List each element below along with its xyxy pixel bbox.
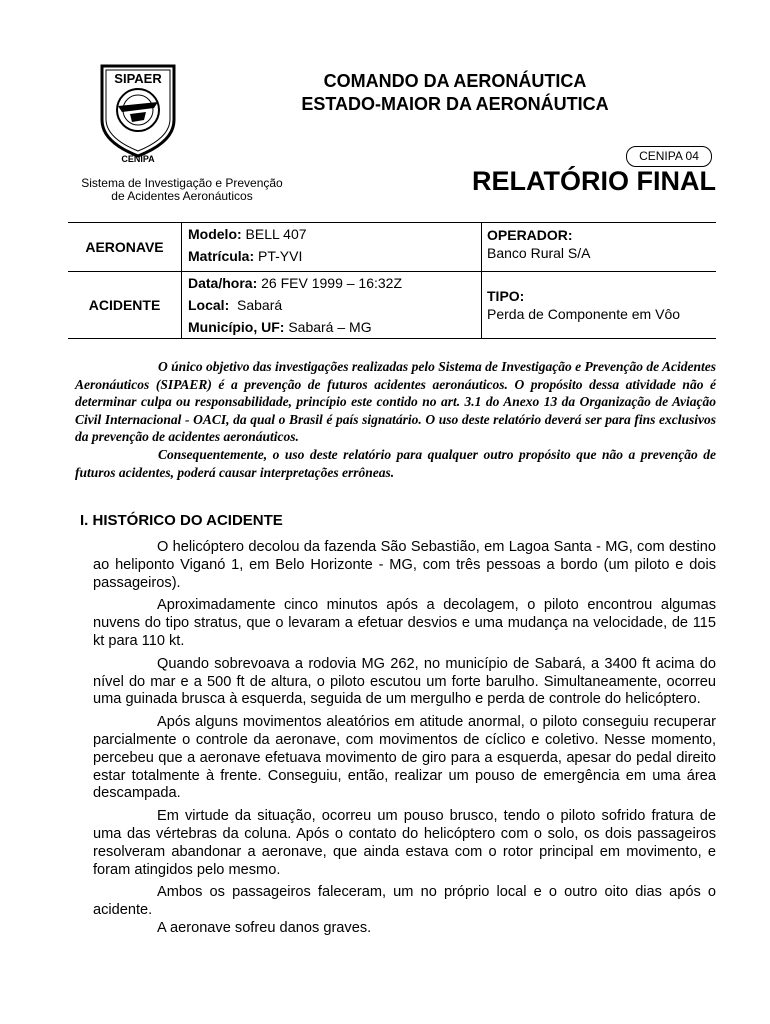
operador-value: Banco Rural S/A — [487, 245, 591, 261]
local-label: Local: — [188, 297, 230, 313]
disclaimer-paragraph-1: O único objetivo das investigações realizadas pelo Sistema de Investigação e Prevenção de Acidentes Aeronáuticos (SIPAER) é a prevenção de futuros acidentes aeronáuticos. O propósito dessa atividade não é determinar culpa ou responsabilidade, princípio este contido no art. 3.1 do Anexo 13 da Organização de Aviação Civil Internacional - OACI, da qual o Brasil é país signatário. O uso deste relatório deverá ser para fins exclusivos da prevenção de acidentes aeronáuticos. — [75, 359, 716, 445]
sipaer-emblem-logo — [96, 62, 180, 164]
datahora-value: 26 FEV 1999 – 16:32Z — [261, 275, 402, 291]
org-line2: de Acidentes Aeronáuticos — [111, 189, 253, 203]
datahora-label: Data/hora: — [188, 275, 258, 291]
disclaimer — [75, 358, 716, 481]
accident-details — [182, 272, 482, 339]
report-title: RELATÓRIO FINAL — [472, 166, 716, 196]
municipio-label: Município, UF: — [188, 319, 285, 335]
organization-name — [62, 177, 302, 203]
history-paragraph: Quando sobrevoava a rodovia MG 262, no município de Sabará, a 3400 ft acima do nível do mar e a 500 ft de altura, o piloto escutou um forte barulho. Simultaneamente, ocorreu uma guinada brusca à esquerda, seguida de um mergulho e perda de controle do helicóptero. — [93, 655, 716, 708]
aeronave-label: AERONAVE — [68, 223, 182, 272]
tipo-value: Perda de Componente em Vôo — [487, 306, 681, 322]
modelo-label: Modelo: — [188, 226, 242, 242]
accident-info-table — [68, 222, 716, 339]
header-title-line1: COMANDO DA AERONÁUTICA — [323, 71, 587, 91]
history-paragraph: Aproximadamente cinco minutos após a decolagem, o piloto encontrou algumas nuvens do tipo stratus, que o levaram a efetuar desvios e uma mudança na velocidade, de 115 kt para 110 kt. — [93, 597, 716, 649]
acidente-label: ACIDENTE — [68, 272, 182, 339]
municipio-value: Sabará – MG — [288, 319, 372, 335]
matricula-label: Matrícula: — [188, 248, 255, 264]
operador-label: OPERADOR: — [487, 227, 573, 243]
aircraft-details — [182, 223, 482, 272]
disclaimer-paragraph-2: Consequentemente, o uso deste relatório para qualquer outro propósito que não a prevenção de futuros acidentes, poderá causar interpretações errôneas. — [75, 446, 716, 480]
section-body — [93, 539, 716, 943]
history-paragraph: Ambos os passageiros faleceram, um no próprio local e o outro oito dias após o acidente. — [93, 884, 716, 919]
tipo-label: TIPO: — [487, 288, 525, 304]
type-details — [482, 272, 717, 339]
history-paragraph: O helicóptero decolou da fazenda São Sebastião, em Lagoa Santa - MG, com destino ao heliponto Viganó 1, em Belo Horizonte - MG, com três pessoas a bordo (um piloto e dois passageiros). — [93, 539, 716, 591]
local-value: Sabará — [237, 297, 283, 313]
operator-details — [482, 223, 717, 272]
cenipa-badge: CENIPA 04 — [626, 146, 712, 167]
modelo-value: BELL 407 — [245, 226, 307, 242]
history-paragraph: Após alguns movimentos aleatórios em atitude anormal, o piloto conseguiu recuperar parcialmente o controle da aeronave, com movimentos de cíclico e coletivo. Nesse momento, percebeu que a aeronave efetuava movimento de giro para a esquerda, apesar do pedal direito estar totalmente à frente. Conseguiu, então, realizar um pouso de emergência em uma área descampada. — [93, 714, 716, 802]
header-title-line2: ESTADO-MAIOR DA AERONÁUTICA — [301, 94, 609, 114]
matricula-value: PT-YVI — [258, 248, 303, 264]
history-paragraph: A aeronave sofreu danos graves. — [157, 919, 372, 936]
logo-top-text: SIPAER — [114, 71, 162, 86]
section-heading: I. HISTÓRICO DO ACIDENTE — [80, 512, 283, 529]
history-paragraph: Em virtude da situação, ocorreu um pouso brusco, tendo o piloto sofrido fratura de uma das vértebras da coluna. Após o contato do helicóptero com o solo, os dois passageiros resolveram abandonar a aeronave, que ainda estava com o rotor principal em movimento, e foram atingidos pelo mesmo. — [93, 808, 716, 878]
org-line1: Sistema de Investigação e Prevenção — [81, 176, 283, 190]
logo-bottom-text: CENIPA — [121, 154, 155, 164]
